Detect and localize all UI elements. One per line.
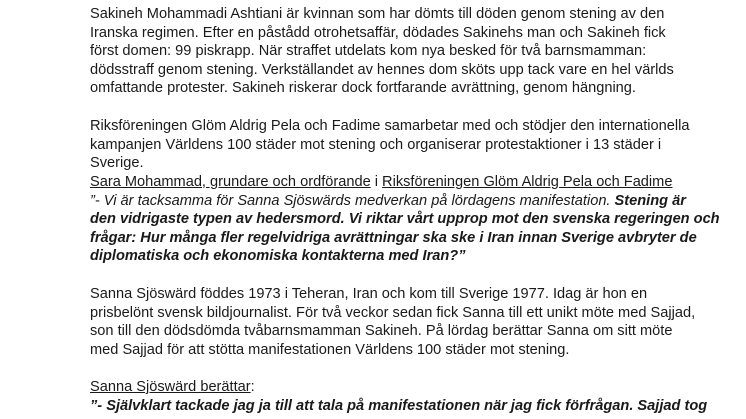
quote-line <box>90 192 690 211</box>
quote-sanna <box>90 397 708 416</box>
attribution-connector: i <box>370 174 383 190</box>
text-line: son till den dödsdömda tvåbarnsmamman Sakineh. På lördag berättar Sanna om sitt möte <box>90 323 673 340</box>
text-line: Sakineh Mohammadi Ashtiani är kvinnan som har dömts till döden genom stening av den <box>90 6 665 22</box>
paragraph-sakineh-intro <box>90 5 690 98</box>
quote-line: diplomatiska och ekonomiska kontakterna med Iran?” <box>90 248 466 265</box>
quote-regular-part: ”- Vi är tacksamma för Sanna Sjöswärds medverkan på lördagens manifestation. <box>90 192 611 209</box>
text-line: kampanjen Världens 100 städer mot stening och organiserar protestaktioner i 13 städer i <box>90 136 662 153</box>
text-line: omfattande protester. Sakineh riskerar dock fortfarande avrättning, genom hängning. <box>90 80 636 97</box>
text-line: Sverige. <box>90 155 144 172</box>
attribution-line <box>90 173 690 192</box>
quote-line: den vidrigaste typen av hedersmord. Vi riktar vårt upprop mot den svenska regeringen och <box>90 211 720 228</box>
sanna-name: Sanna Sjöswärd berättar <box>90 379 251 395</box>
quote-line: frågar: Hur många fler regelvidriga avrättningar ska ske i Iran innan Sverige avbryter de <box>90 229 697 246</box>
text-line: Sanna Sjöswärd föddes 1973 i Teheran, Iran och kom till Sverige 1977. Idag är hon en <box>90 286 648 302</box>
sanna-heading <box>90 378 690 397</box>
text-line: Riksföreningen Glöm Aldrig Pela och Fadime samarbetar med och stödjer den internationella <box>90 118 690 134</box>
paragraph-sara-quote <box>90 173 720 266</box>
quote-bold-part: Stening är <box>610 192 686 209</box>
paragraph-sanna-bio <box>90 285 696 359</box>
quote-line: ”- Självklart tackade jag ja till att tala på manifestationen när jag fick förfrågan. Sajjad tog <box>90 397 708 414</box>
text-line: först domen: 99 piskrapp. När straffet utdelats kom nya besked för två barnsmamman: <box>90 43 647 60</box>
speaker-name: Sara Mohammad, grundare och ordförande <box>90 174 371 190</box>
text-line: Iranska regimen. Efter en påstådd otrohetsaffär, dödades Sakinehs man och Sakineh fick <box>90 24 666 41</box>
paragraph-sanna-quote <box>90 378 708 415</box>
text-line: med Sajjad för att stötta manifestationen Världens 100 städer mot stening. <box>90 341 570 358</box>
heading-colon: : <box>250 379 255 395</box>
organization-name: Riksföreningen Glöm Aldrig Pela och Fadime <box>382 174 673 190</box>
quote-sara <box>90 192 720 266</box>
paragraph-riksforeningen <box>90 117 690 173</box>
text-line: dödsstraff genom stening. Verkställandet av hennes dom sköts upp tack vare en hel världs <box>90 61 674 78</box>
text-line: prisbelönt svensk bildjournalist. För två veckor sedan fick Sanna till ett unikt möte med Sajjad, <box>90 304 696 321</box>
